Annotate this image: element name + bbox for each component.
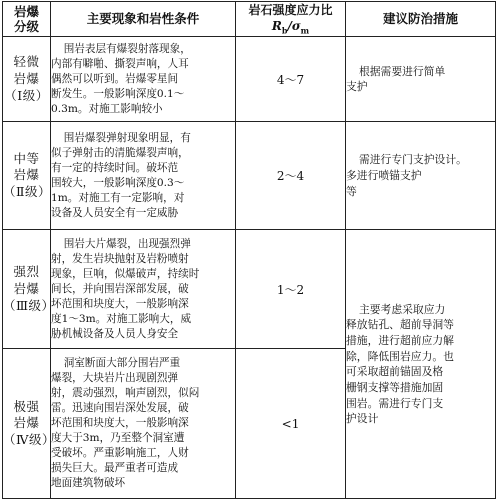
grade-cell: 强烈 岩爆 （Ⅲ级） [3,230,51,349]
header-measures: 建议防治措施 [346,2,496,37]
grade-cell: 轻微 岩爆 （Ⅰ级） [3,37,51,122]
header-phenomena: 主要现象和岩性条件 [51,2,236,37]
phenomena-cell: 洞室断面大部分围岩严重 爆裂，大块岩片出现剧烈弹 射，震动强烈，响声剧烈，似闷 雷。迅速向围岩深处发展，破 坏范围和块度大，一般影响深 度大于3m，乃至整个洞室遭 受破坏。严重影响施工，人财 损失巨大。最严重者可造成 地面建筑物破坏 [51,349,236,499]
grade-cell: 中等 岩爆 （Ⅱ级） [3,122,51,230]
measures-cell: 需进行专门支护设计。 多进行喷锚支护 等 [346,122,496,230]
header-grade: 岩爆 分级 [3,2,51,37]
table-row-grade-1 [3,37,496,122]
grade-cell: 极强 岩爆 （Ⅳ级） [3,349,51,499]
strength-ratio-cell: 4～7 [236,37,346,122]
measures-cell-shared: 主要考虑采取应力 释放钻孔、超前导洞等 措施，进行超前应力解 除，降低围岩应力。也 可采取超前锚固及格 栅钢支撑等措施加固 围岩。需进行专门支 护设计 [346,230,496,499]
table-row-grade-2 [3,122,496,230]
phenomena-cell: 围岩表层有爆裂射落现象， 内部有噼啪、撕裂声响，人耳 偶然可以听到。岩爆零星间 断发生。一般影响深度0.1～ 0.3m。对施工影响较小 [51,37,236,122]
table-row-grade-3 [3,230,496,349]
header-row [3,2,496,37]
header-strength-ratio: 岩石强度应力比 $R_b/\sigma_m$ [236,2,346,37]
strength-ratio-cell: 2～4 [236,122,346,230]
rockburst-classification-table [2,1,496,499]
phenomena-cell: 围岩大片爆裂，出现强烈弹 射，发生岩块抛射及岩粉喷射 现象，巨响，似爆破声，持续时 间长，并向围岩深部发展，破 坏范围和块度大，一般影响深 度1～3m。对施工影响大，威 胁机械设备及人员人身安全 [51,230,236,349]
strength-ratio-cell: 1～2 [236,230,346,349]
measures-cell: 根据需要进行简单 支护 [346,37,496,122]
strength-ratio-cell: <1 [236,349,346,499]
phenomena-cell: 围岩爆裂弹射现象明显，有 似子弹射击的清脆爆裂声响， 有一定的持续时间。破坏范 围较大，一般影响深度0.3～ 1m。对施工有一定影响，对 设备及人员安全有一定威胁 [51,122,236,230]
